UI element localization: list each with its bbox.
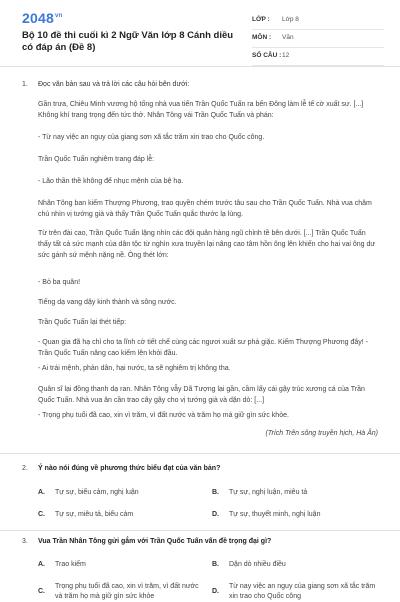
meta-key: MÔN : <box>252 34 272 41</box>
option-text: Tự sự, nghị luận, miêu tả <box>229 489 308 496</box>
meta-row-class <box>252 12 384 30</box>
passage-paragraph: Từ trên đài cao, Trần Quốc Tuấn lặng nhìn các đội quân hàng ngũ chỉnh tề bên dưới. [...] Trần Quốc Tuấn thấy tất cả sức mạnh của dân tộc từ nghìn xưa truyền lại nâng cao tâm hồn ông lên khiến cho hai vai ông dư sức gánh sứ mệnh nặng nề. Ông thét lớn: <box>38 230 376 259</box>
meta-row-count <box>252 48 384 66</box>
meta-panel <box>252 12 384 66</box>
option-letter: D. <box>212 511 219 518</box>
question-number: 3. <box>22 538 28 545</box>
option-a[interactable] <box>38 488 208 500</box>
site-logo[interactable] <box>22 10 62 26</box>
meta-key: SỐ CÂU : <box>252 52 282 59</box>
passage-paragraph: - Bỏ ba quân! <box>38 279 81 286</box>
question-prompt: Ý nào nói đúng về phương thức biểu đạt của văn bản? <box>38 465 221 472</box>
passage-paragraph: - Trọng phụ tuổi đã cao, xin vì trăm, vì đất nước và trăm họ mà giữ gìn sức khỏe. <box>38 412 289 419</box>
option-c[interactable] <box>38 582 208 602</box>
meta-row-subject <box>252 30 384 48</box>
passage-paragraph: Quân sĩ lại đồng thanh dạ ran. Nhân Tông vẫy Dã Tượng lại gần, cầm lấy cái gậy trúc xương cá của Trần Quốc Tuấn. Nhà vua ân cần trao cây gậy cho vị tướng già và dặn dò: [...] <box>38 386 365 404</box>
option-letter: B. <box>212 561 219 568</box>
passage-paragraph: Tiếng dạ vang dậy kinh thành và sông nước. <box>38 299 177 306</box>
passage-paragraph: - Quan gia đã hạ chỉ cho ta lĩnh cờ tiết chế cùng các ngươi xuất sư phá giặc. Kiếm Thượng Phương đây! -Trần Quốc Tuấn nâng cao kiếm lên khỏi đầu. <box>38 339 368 357</box>
passage-paragraph: - Lão thần thề không để nhục mệnh của bệ hạ. <box>38 178 184 185</box>
question-number: 2. <box>22 465 28 472</box>
option-letter: C. <box>38 511 45 518</box>
question-number: 1. <box>22 81 28 88</box>
divider <box>0 453 400 454</box>
meta-value: 12 <box>282 52 290 59</box>
option-letter: A. <box>38 489 45 496</box>
option-c[interactable] <box>38 510 208 522</box>
option-text: Dặn dò nhiều điều <box>229 561 286 568</box>
option-text: Tự sự, miêu tả, biểu cảm <box>55 511 134 518</box>
option-d[interactable] <box>212 510 382 522</box>
option-text: Tự sự, biểu cảm, nghị luận <box>55 489 139 496</box>
option-text: Từ nay việc an nguy của giang sơn xã tắc trăm xin trao cho Quốc công <box>229 583 376 600</box>
document-title: Bộ 10 đề thi cuối kì 2 Ngữ Văn lớp 8 Cánh diều có đáp án (Đề 8) <box>22 30 234 53</box>
meta-value: Văn <box>282 34 294 41</box>
passage-paragraph: Gần trưa, Chiêu Minh vương hộ tống nhà vua tiến Trần Quốc Tuấn ra bến Đông làm lễ tế cờ xuất sư. [...] Không khí trang trọng đến tức thở. Nhân Tông vái Trần Quốc Tuấn và phán: <box>38 101 364 119</box>
option-letter: D. <box>212 588 219 595</box>
option-letter: C. <box>38 588 45 595</box>
passage-paragraph: Trần Quốc Tuấn nghiêm trang đáp lễ: <box>38 156 155 163</box>
option-b[interactable] <box>212 560 382 572</box>
passage-paragraph: Trần Quốc Tuấn lại thét tiếp: <box>38 319 127 326</box>
passage-paragraph: - Từ nay việc an nguy của giang sơn xã tắc trăm xin trao cho Quốc công. <box>38 134 265 141</box>
meta-key: LỚP : <box>252 16 270 23</box>
divider <box>0 530 400 531</box>
option-letter: B. <box>212 489 219 496</box>
passage-source: (Trích Trên sông truyền hịch, Hà Ân) <box>265 430 378 437</box>
question-prompt: Đọc văn bản sau và trả lời các câu hỏi bên dưới: <box>38 81 190 88</box>
logo-text: 2048 <box>22 10 54 26</box>
option-b[interactable] <box>212 488 382 500</box>
passage-paragraph: Nhân Tông ban kiếm Thượng Phương, trao quyền chém trước tâu sau cho Trần Quốc Tuấn. Nhà vua chăm chú nhìn vị tướng già và thấy Trần Quốc Tuấn quắc thước lạ lùng. <box>38 200 372 218</box>
option-letter: A. <box>38 561 45 568</box>
meta-value: Lớp 8 <box>282 16 299 23</box>
option-text: Tự sự, thuyết minh, nghị luận <box>229 511 321 518</box>
logo-suffix: vn <box>54 13 63 20</box>
option-text: Trao kiếm <box>55 561 86 568</box>
question-prompt: Vua Trần Nhân Tông gửi gắm với Trần Quốc Tuấn vấn đề trọng đại gì? <box>38 538 272 545</box>
option-a[interactable] <box>38 560 208 572</box>
option-d[interactable] <box>212 582 382 602</box>
passage-paragraph: - Ai trái mệnh, phản dân, hại nước, ta sẽ nghiêm trị không tha. <box>38 365 231 372</box>
header <box>0 0 400 67</box>
option-text: Trọng phụ tuổi đã cao, xin vì trăm, vì đất nước và trăm họ mà giữ gìn sức khỏe <box>55 583 199 600</box>
